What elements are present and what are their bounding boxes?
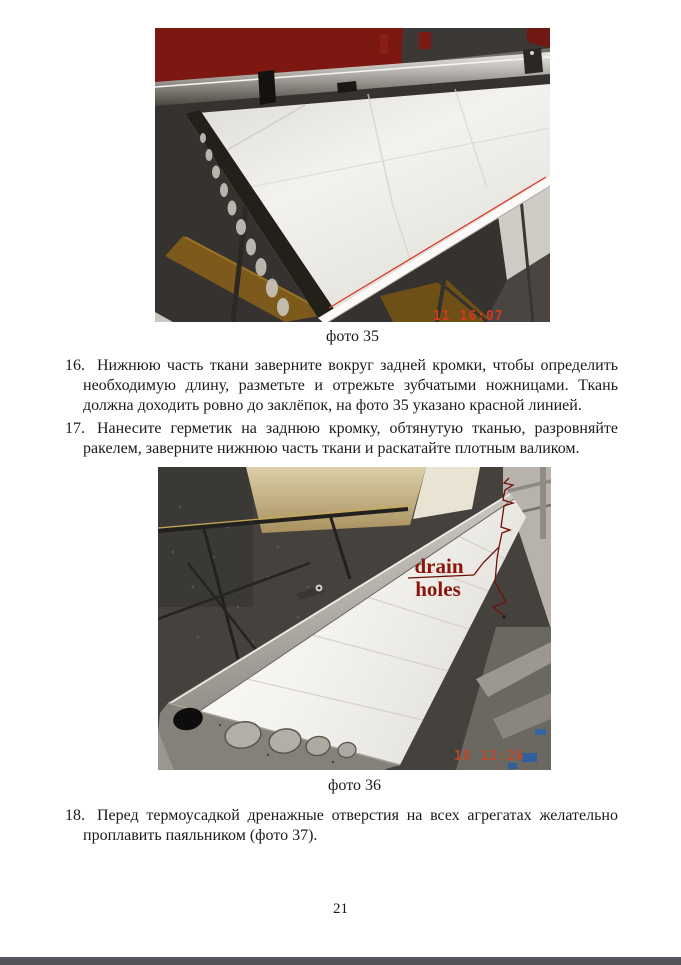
photo-36-image bbox=[158, 467, 551, 770]
list-item-17-text: Нанесите герметик на заднюю кромку, обтянутую тканью, разровняйте ракелем, заверните нижнюю часть ткани и раскатайте плотным валиком. bbox=[83, 420, 618, 457]
photo-35-caption: фото 35 bbox=[326, 328, 379, 345]
list-item-17 bbox=[65, 419, 618, 459]
photo-35-image bbox=[155, 28, 550, 322]
photo-36-svg bbox=[158, 467, 551, 770]
list-item-16-number: 16. bbox=[65, 357, 85, 374]
page-edge-bar bbox=[0, 957, 681, 965]
photo36-annotation-holes: holes bbox=[415, 577, 461, 601]
photo-36-caption: фото 36 bbox=[328, 777, 381, 794]
photo36-annotation-drain: drain bbox=[414, 554, 464, 578]
photo36-amber-panels bbox=[246, 467, 426, 533]
photo-35-svg bbox=[155, 28, 550, 322]
photo36-timestamp: 18 12:26 bbox=[454, 749, 525, 764]
photo35-timestamp: 11 16:07 bbox=[433, 309, 504, 322]
photo36-drain-hole-dot bbox=[502, 615, 506, 619]
list-item-18 bbox=[65, 806, 618, 846]
list-item-17-number: 17. bbox=[65, 420, 85, 437]
list-item-18-text: Перед термоусадкой дренажные отверстия на всех агрегатах желательно проплавить паяльником (фото 37). bbox=[83, 807, 618, 844]
page-number: 21 bbox=[333, 901, 348, 917]
photo35-strap bbox=[258, 70, 276, 105]
list-item-16-text: Нижнюю часть ткани заверните вокруг задней кромки, чтобы определить необходимую длину, разметьте и отрежьте зубчатыми ножницами. Ткань должна доходить ровно до заклёпок, на фото 35 указано красной линией. bbox=[83, 357, 618, 414]
list-item-18-number: 18. bbox=[65, 807, 85, 824]
list-item-16 bbox=[65, 356, 618, 416]
